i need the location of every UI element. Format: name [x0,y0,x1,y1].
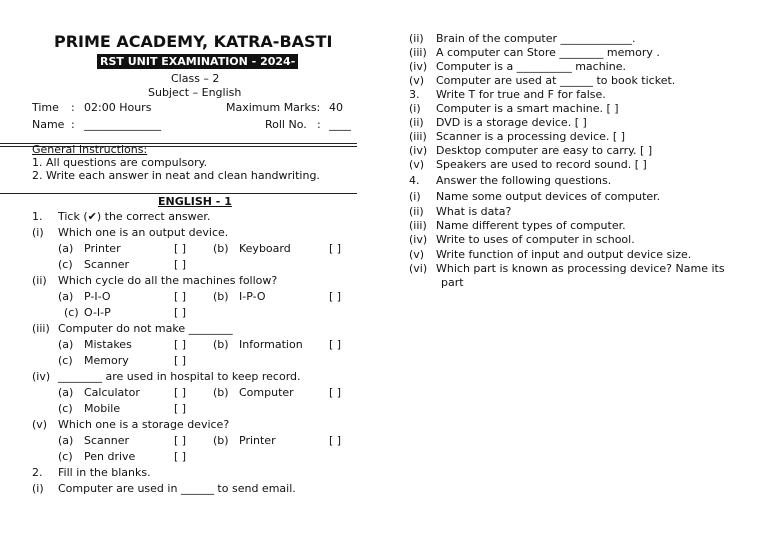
roll-colon: : [317,118,321,131]
question-number: (v) [409,74,425,87]
question-text: Scanner is a processing device. [ ] [436,130,626,143]
question-text: DVD is a storage device. [ ] [436,116,587,129]
question-text: Tick (✔) the correct answer. [58,210,211,223]
option-checkbox: [ ] [329,386,342,399]
option-label: Printer [239,434,276,447]
question-number: (i) [409,190,421,203]
option-label: Mistakes [84,338,132,351]
question-number: 4. [409,174,420,187]
option-checkbox: [ ] [329,338,342,351]
option-checkbox: [ ] [174,306,187,319]
roll-blank: ____ [329,118,351,131]
option-letter: (b) [213,386,229,399]
time-colon: : [71,101,75,114]
option-letter: (c) [58,258,73,271]
option-checkbox: [ ] [174,338,187,351]
school-name: PRIME ACADEMY, KATRA-BASTI [54,32,333,51]
question-text: Desktop computer are easy to carry. [ ] [436,144,653,157]
question-text: Computer is a smart machine. [ ] [436,102,619,115]
instructions-heading: General Instructions: [32,143,148,156]
option-letter: (b) [213,290,229,303]
question-number: 3. [409,88,420,101]
option-letter: (b) [213,338,229,351]
option-checkbox: [ ] [174,450,187,463]
option-checkbox: [ ] [174,434,187,447]
option-checkbox: [ ] [174,258,187,271]
question-number: (ii) [409,205,424,218]
question-number: (iii) [409,130,427,143]
question-text: Computer is a __________ machine. [436,60,626,73]
option-label: Keyboard [239,242,291,255]
question-number: (ii) [32,274,47,287]
name-label: Name [32,118,65,131]
subject-label: Subject – English [148,86,242,99]
question-text: Computer do not make ________ [58,322,233,335]
question-number: (iv) [409,144,428,157]
question-text: Write T for true and F for false. [436,88,606,101]
divider-section [0,193,357,194]
option-letter: (c) [58,402,73,415]
question-number: (iii) [409,46,427,59]
option-label: P-I-O [84,290,111,303]
question-text: Speakers are used to record sound. [ ] [436,158,647,171]
question-number: (iv) [409,233,428,246]
instruction-item: 2. Write each answer in neat and clean handwriting. [32,169,320,182]
option-label: Printer [84,242,121,255]
question-number: (ii) [409,116,424,129]
question-number: 2. [32,466,43,479]
question-text: Name different types of computer. [436,219,626,232]
option-letter: (a) [58,386,74,399]
class-label: Class – 2 [171,72,220,85]
option-label: Scanner [84,434,130,447]
question-text: Computer are used in ______ to send email. [58,482,296,495]
exam-banner: RST UNIT EXAMINATION - 2024- [97,54,298,69]
option-letter: (c) [64,306,79,319]
question-number: (vi) [409,262,428,275]
time-label: Time [32,101,59,114]
option-letter: (a) [58,434,74,447]
question-text: Brain of the computer _____________. [436,32,636,45]
option-label: Mobile [84,402,121,415]
question-text: ________ are used in hospital to keep record. [58,370,301,383]
option-letter: (a) [58,338,74,351]
option-label: Scanner [84,258,130,271]
option-letter: (b) [213,242,229,255]
question-number: (v) [409,158,425,171]
question-text: A computer can Store ________ memory . [436,46,660,59]
option-label: Calculator [84,386,140,399]
option-label: Memory [84,354,129,367]
question-number: (ii) [409,32,424,45]
question-text: Name some output devices of computer. [436,190,661,203]
option-letter: (c) [58,450,73,463]
option-checkbox: [ ] [329,434,342,447]
question-text: What is data? [436,205,512,218]
question-text: part [441,276,464,289]
question-number: (iii) [409,219,427,232]
time-value: 02:00 Hours [84,101,152,114]
name-blank: ______________ [84,118,161,131]
question-text: Write function of input and output device size. [436,248,692,261]
question-number: (iii) [32,322,50,335]
option-checkbox: [ ] [174,242,187,255]
option-letter: (c) [58,354,73,367]
option-label: O-I-P [84,306,111,319]
option-checkbox: [ ] [329,290,342,303]
question-text: Fill in the blanks. [58,466,151,479]
question-number: (i) [32,482,44,495]
question-number: (v) [409,248,425,261]
option-label: I-P-O [239,290,266,303]
question-text: Which one is an output device. [58,226,229,239]
option-label: Information [239,338,303,351]
question-number: (i) [32,226,44,239]
marks-value: 40 [329,101,343,114]
option-letter: (b) [213,434,229,447]
question-text: Which part is known as processing device? Name its [436,262,725,275]
question-number: (i) [409,102,421,115]
question-text: Computer are used at ______ to book ticket. [436,74,676,87]
question-number: 1. [32,210,43,223]
option-label: Pen drive [84,450,136,463]
question-number: (v) [32,418,48,431]
instruction-item: 1. All questions are compulsory. [32,156,208,169]
option-checkbox: [ ] [174,354,187,367]
option-checkbox: [ ] [174,402,187,415]
section-title: ENGLISH - 1 [158,195,232,208]
question-text: Answer the following questions. [436,174,612,187]
question-number: (iv) [32,370,51,383]
roll-label: Roll No. [265,118,307,131]
option-letter: (a) [58,290,74,303]
question-number: (iv) [409,60,428,73]
marks-label: Maximum Marks: [226,101,321,114]
option-letter: (a) [58,242,74,255]
question-text: Which one is a storage device? [58,418,230,431]
option-checkbox: [ ] [174,386,187,399]
question-text: Write to uses of computer in school. [436,233,635,246]
option-label: Computer [239,386,294,399]
option-checkbox: [ ] [174,290,187,303]
question-text: Which cycle do all the machines follow? [58,274,278,287]
name-colon: : [71,118,75,131]
option-checkbox: [ ] [329,242,342,255]
